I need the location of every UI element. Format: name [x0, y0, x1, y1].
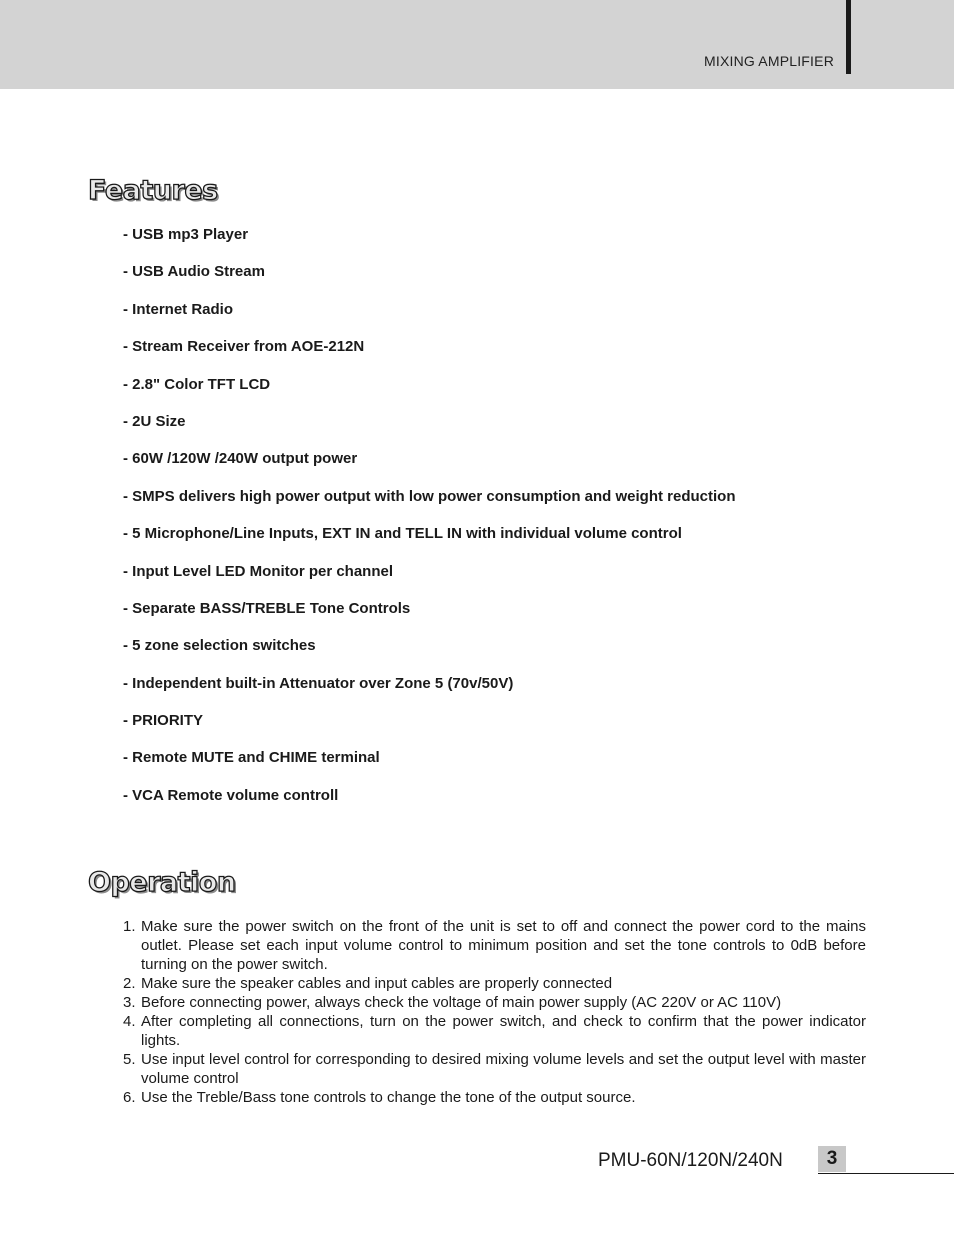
step-number: 4.: [123, 1013, 136, 1030]
header-divider-bar: [846, 0, 851, 74]
feature-item: - USB Audio Stream: [123, 263, 265, 281]
feature-item: - 2U Size: [123, 412, 186, 430]
operation-step: [123, 974, 866, 993]
step-text: Use input level control for corresponding to desired mixing volume levels and set the output level with master volume control: [141, 1051, 866, 1087]
operation-step: [123, 1012, 866, 1050]
feature-list: [123, 223, 736, 821]
operation-step: [123, 993, 866, 1012]
feature-item: - Separate BASS/TREBLE Tone Controls: [123, 599, 411, 617]
feature-item: - Internet Radio: [123, 300, 234, 318]
step-text: Use the Treble/Bass tone controls to change the tone of the output source.: [141, 1089, 636, 1106]
step-text: Before connecting power, always check the voltage of main power supply (AC 220V or AC 110V): [141, 994, 782, 1011]
operation-steps: [123, 917, 866, 1107]
feature-item: - Remote MUTE and CHIME terminal: [123, 749, 380, 767]
step-text: After completing all connections, turn on the power switch, and check to confirm that the power indicator lights.: [141, 1013, 866, 1049]
step-number: 2.: [123, 975, 136, 992]
step-text: Make sure the speaker cables and input cables are properly connected: [141, 975, 613, 992]
feature-item: - VCA Remote volume controll: [123, 786, 339, 804]
feature-item: - Stream Receiver from AOE-212N: [123, 338, 365, 356]
feature-item: - 2.8" Color TFT LCD: [123, 375, 271, 393]
page-number: 3: [818, 1146, 846, 1172]
feature-item: - 5 Microphone/Line Inputs, EXT IN and TELL IN with individual volume control: [123, 525, 682, 543]
operation-heading: Operation: [88, 867, 236, 898]
step-number: 1.: [123, 918, 136, 935]
header-title: MIXING AMPLIFIER: [704, 53, 834, 69]
feature-item: - PRIORITY: [123, 712, 204, 730]
feature-item: - Independent built-in Attenuator over Zone 5 (70v/50V): [123, 674, 514, 692]
feature-item: - SMPS delivers high power output with low power consumption and weight reduction: [123, 487, 736, 505]
footer-rule: [818, 1173, 954, 1174]
feature-item: - 5 zone selection switches: [123, 637, 316, 655]
step-number: 5.: [123, 1051, 136, 1068]
feature-item: - Input Level LED Monitor per channel: [123, 562, 394, 580]
operation-step: [123, 1088, 866, 1107]
header-band: [0, 0, 954, 89]
step-number: 3.: [123, 994, 136, 1011]
operation-step: [123, 1050, 866, 1088]
feature-item: - USB mp3 Player: [123, 226, 249, 243]
features-heading: Features: [88, 175, 218, 206]
operation-step: [123, 917, 866, 974]
step-text: Make sure the power switch on the front of the unit is set to off and connect the power cord to the mains outlet. Please set each input volume control to minimum position and set the tone controls to 0dB before turning on the power switch.: [141, 918, 866, 973]
step-number: 6.: [123, 1089, 136, 1106]
footer-model-name: PMU-60N/120N/240N: [598, 1150, 783, 1171]
feature-item: - 60W /120W /240W output power: [123, 450, 358, 468]
